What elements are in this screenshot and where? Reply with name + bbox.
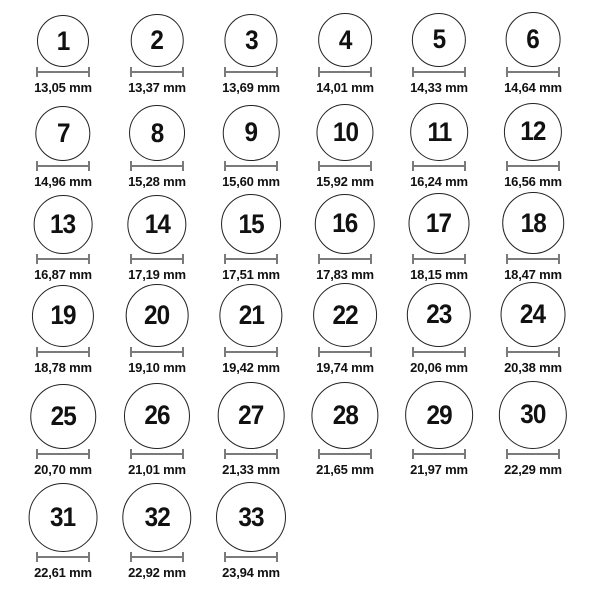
ring-size-item — [486, 381, 580, 479]
size-circle — [126, 284, 189, 347]
size-number: 25 — [50, 400, 76, 431]
diameter-measure-line — [318, 161, 372, 171]
measure-bar — [132, 556, 182, 558]
ring-size-item — [298, 283, 392, 377]
size-number: 5 — [432, 24, 446, 55]
diameter-measure-line — [318, 449, 372, 459]
measure-bar — [38, 71, 88, 73]
size-diameter-label: 14,33 mm — [410, 80, 468, 95]
diameter-measure-line — [36, 161, 90, 171]
size-number: 18 — [520, 207, 546, 238]
size-circle — [124, 383, 190, 449]
measure-bar — [132, 258, 182, 260]
diameter-measure-line — [130, 67, 184, 77]
size-diameter-label: 23,94 mm — [222, 565, 280, 580]
size-diameter-label: 17,51 mm — [222, 267, 280, 282]
size-diameter-label: 18,15 mm — [410, 267, 468, 282]
measure-bar — [226, 351, 276, 353]
ring-size-item — [298, 194, 392, 284]
diameter-measure-line — [412, 347, 466, 357]
size-circle — [34, 195, 93, 254]
size-diameter-label: 21,01 mm — [128, 462, 186, 477]
diameter-measure-line — [412, 161, 466, 171]
size-diameter-label: 19,74 mm — [316, 360, 374, 375]
size-circle — [218, 382, 285, 449]
measure-bar — [38, 258, 88, 260]
diameter-measure-line — [506, 347, 560, 357]
ring-size-item — [392, 193, 486, 284]
measure-bar — [508, 165, 558, 167]
size-number: 19 — [50, 300, 76, 331]
size-diameter-label: 17,83 mm — [316, 267, 374, 282]
size-number: 23 — [426, 299, 452, 330]
size-circle — [131, 14, 184, 67]
measure-bar — [414, 165, 464, 167]
diameter-measure-line — [36, 347, 90, 357]
diameter-measure-line — [318, 347, 372, 357]
size-number: 32 — [144, 501, 170, 532]
ring-size-item — [204, 14, 298, 97]
size-number: 1 — [56, 25, 70, 56]
measure-bar — [38, 556, 88, 558]
measure-bar — [320, 351, 370, 353]
size-diameter-label: 15,28 mm — [128, 174, 186, 189]
diameter-measure-line — [36, 254, 90, 264]
size-number: 20 — [144, 300, 170, 331]
size-number: 26 — [144, 400, 170, 431]
size-diameter-label: 20,38 mm — [504, 360, 562, 375]
diameter-measure-line — [224, 347, 278, 357]
size-number: 8 — [150, 117, 164, 148]
ring-size-item — [204, 284, 298, 377]
measure-bar — [414, 258, 464, 260]
diameter-measure-line — [224, 449, 278, 459]
size-diameter-label: 16,24 mm — [410, 174, 468, 189]
size-number: 2 — [150, 25, 164, 56]
size-circle — [504, 103, 562, 161]
size-number: 17 — [426, 208, 452, 238]
size-diameter-label: 21,65 mm — [316, 462, 374, 477]
size-circle — [315, 194, 375, 254]
size-diameter-label: 20,06 mm — [410, 360, 468, 375]
size-number: 15 — [238, 208, 264, 239]
measure-bar — [38, 165, 88, 167]
size-circle — [405, 381, 473, 449]
ring-size-item — [110, 105, 204, 191]
size-circle — [224, 14, 277, 67]
size-number: 9 — [244, 117, 258, 148]
size-diameter-label: 16,56 mm — [504, 174, 562, 189]
size-number: 31 — [50, 502, 76, 533]
size-diameter-label: 19,10 mm — [128, 360, 186, 375]
size-circle — [502, 192, 564, 254]
size-number: 33 — [238, 501, 264, 532]
diameter-measure-line — [130, 347, 184, 357]
size-circle — [410, 103, 468, 161]
ring-size-item — [392, 103, 486, 191]
measure-bar — [508, 71, 558, 73]
measure-bar — [508, 258, 558, 260]
measure-bar — [320, 71, 370, 73]
ring-size-item — [16, 483, 110, 582]
measure-bar — [320, 165, 370, 167]
size-diameter-label: 14,01 mm — [316, 80, 374, 95]
measure-bar — [226, 258, 276, 260]
measure-bar — [38, 351, 88, 353]
size-circle — [30, 384, 96, 450]
size-circle — [318, 13, 372, 67]
size-number: 11 — [427, 116, 451, 147]
size-circle — [37, 15, 89, 67]
size-diameter-label: 20,70 mm — [34, 462, 92, 477]
diameter-measure-line — [130, 552, 184, 562]
diameter-measure-line — [36, 552, 90, 562]
size-circle — [409, 193, 470, 254]
size-circle — [129, 105, 185, 161]
ring-size-item — [16, 384, 110, 480]
ring-size-item — [204, 105, 298, 192]
size-diameter-label: 22,92 mm — [128, 565, 186, 580]
size-diameter-label: 22,29 mm — [504, 462, 562, 477]
size-circle — [412, 13, 466, 67]
diameter-measure-line — [318, 67, 372, 77]
size-diameter-label: 15,92 mm — [316, 174, 374, 189]
measure-bar — [320, 453, 370, 455]
measure-bar — [508, 351, 558, 353]
ring-size-item — [392, 381, 486, 479]
measure-bar — [132, 71, 182, 73]
diameter-measure-line — [506, 254, 560, 264]
ring-size-item — [110, 14, 204, 97]
ring-size-item — [110, 383, 204, 479]
size-circle — [313, 283, 377, 347]
ring-size-item — [16, 285, 110, 377]
ring-size-item — [392, 13, 486, 97]
size-circle — [32, 285, 94, 347]
size-number: 13 — [50, 209, 76, 240]
size-number: 29 — [426, 399, 452, 430]
size-diameter-label: 13,05 mm — [34, 80, 92, 95]
size-circle — [29, 483, 98, 552]
size-circle — [219, 284, 282, 347]
diameter-measure-line — [224, 67, 278, 77]
diameter-measure-line — [412, 449, 466, 459]
size-diameter-label: 18,47 mm — [504, 267, 562, 282]
measure-bar — [320, 258, 370, 260]
diameter-measure-line — [130, 449, 184, 459]
measure-bar — [226, 556, 276, 558]
measure-bar — [226, 453, 276, 455]
size-diameter-label: 21,33 mm — [222, 462, 280, 477]
size-number: 30 — [520, 399, 546, 430]
size-number: 27 — [238, 400, 264, 431]
size-number: 7 — [56, 117, 70, 148]
size-number: 4 — [338, 24, 352, 55]
ring-size-item — [204, 382, 298, 479]
ring-size-item — [298, 13, 392, 97]
size-number: 6 — [526, 24, 540, 55]
measure-bar — [414, 453, 464, 455]
diameter-measure-line — [36, 67, 90, 77]
measure-bar — [226, 71, 276, 73]
measure-bar — [414, 71, 464, 73]
ring-size-item — [16, 15, 110, 97]
diameter-measure-line — [130, 161, 184, 171]
ring-size-item — [298, 382, 392, 479]
diameter-measure-line — [224, 254, 278, 264]
size-number: 12 — [520, 116, 546, 147]
size-number: 24 — [520, 299, 546, 330]
size-circle — [122, 483, 191, 552]
diameter-measure-line — [506, 161, 560, 171]
measure-bar — [414, 351, 464, 353]
measure-bar — [38, 453, 88, 455]
ring-size-item — [110, 284, 204, 377]
ring-size-item — [298, 104, 392, 191]
size-number: 10 — [332, 116, 358, 147]
ring-size-item — [486, 192, 580, 284]
size-circle — [499, 381, 567, 449]
ring-size-item — [486, 103, 580, 191]
ring-size-item — [392, 283, 486, 377]
size-circle — [316, 104, 373, 161]
size-diameter-label: 18,78 mm — [34, 360, 92, 375]
size-diameter-label: 14,64 mm — [504, 80, 562, 95]
ring-size-item — [110, 483, 204, 582]
ring-size-item — [16, 106, 110, 191]
ring-size-item — [16, 195, 110, 284]
size-diameter-label: 13,37 mm — [128, 80, 186, 95]
size-diameter-label: 17,19 mm — [128, 267, 186, 282]
diameter-measure-line — [506, 67, 560, 77]
size-diameter-label: 22,61 mm — [34, 565, 92, 580]
size-diameter-label: 14,96 mm — [34, 174, 92, 189]
size-circle — [35, 106, 90, 161]
diameter-measure-line — [318, 254, 372, 264]
measure-bar — [508, 453, 558, 455]
ring-size-item — [204, 482, 298, 582]
size-diameter-label: 19,42 mm — [222, 360, 280, 375]
size-circle — [216, 482, 286, 552]
ring-size-item — [110, 195, 204, 284]
size-circle — [501, 282, 566, 347]
size-diameter-label: 15,60 mm — [222, 174, 280, 189]
size-number: 14 — [144, 208, 170, 239]
size-diameter-label: 21,97 mm — [410, 462, 468, 477]
diameter-measure-line — [130, 254, 184, 264]
diameter-measure-line — [412, 67, 466, 77]
diameter-measure-line — [224, 552, 278, 562]
size-circle — [407, 283, 471, 347]
diameter-measure-line — [224, 161, 278, 171]
size-diameter-label: 16,87 mm — [34, 267, 92, 282]
size-circle — [221, 194, 281, 254]
size-number: 28 — [332, 399, 358, 430]
diameter-measure-line — [506, 449, 560, 459]
size-number: 3 — [244, 24, 258, 55]
ring-size-item — [486, 12, 580, 97]
size-circle — [223, 105, 280, 162]
diameter-measure-line — [412, 254, 466, 264]
measure-bar — [132, 453, 182, 455]
size-number: 21 — [238, 299, 264, 330]
measure-bar — [132, 351, 182, 353]
size-circle — [311, 382, 378, 449]
diameter-measure-line — [36, 449, 90, 459]
measure-bar — [132, 165, 182, 167]
ring-size-item — [486, 282, 580, 377]
size-circle — [127, 195, 186, 254]
size-number: 16 — [332, 208, 358, 239]
size-number: 22 — [332, 299, 358, 330]
size-circle — [506, 12, 561, 67]
measure-bar — [226, 165, 276, 167]
size-diameter-label: 13,69 mm — [222, 80, 280, 95]
ring-size-item — [204, 194, 298, 284]
